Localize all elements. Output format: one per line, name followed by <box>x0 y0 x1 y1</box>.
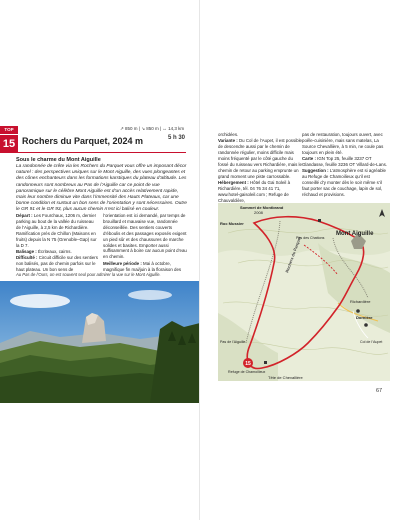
paragraph-label: Variante : <box>218 138 238 144</box>
paragraph-text: IGN Top 25, feuille 3237 OT Glandasse, feuille 3236 OT Villard-de-Lans. <box>302 156 388 168</box>
paragraph-label: Balisage : <box>16 248 37 254</box>
paragraph-label: Départ : <box>16 213 33 218</box>
paragraph <box>218 180 302 204</box>
map-label-mont-aiguille: Mont Aiguille <box>336 231 374 237</box>
right-column-a <box>218 132 302 204</box>
left-column-a <box>16 213 98 274</box>
map-label-pas-aiguille: Pas de l’Aiguille <box>220 340 246 344</box>
route-stats: ↗ 850 m | ↘ 850 m | ↔ 14,3 km <box>120 126 185 131</box>
mountain-photo <box>0 281 200 403</box>
paragraph-text: Écriteaux, cairns. <box>37 248 72 254</box>
section-subhead: Sous le charme du Mont Aiguille <box>16 157 101 163</box>
route-map <box>218 203 390 381</box>
paragraph <box>103 261 187 273</box>
paragraph-text: L’atmosphère est si agréable au Refuge de Chamoilieux qu’il est conseillé d’y monter dès le soir même s’il faut porter sac de couchage, lapin de sol, réchaud et provisions. <box>302 168 386 198</box>
map-start-number: 15 <box>245 361 251 367</box>
map-label-sommet: Sommet de Montbrand <box>240 205 284 210</box>
map-label-pas-chattons: Pas des Chattons <box>296 236 325 240</box>
route-number: 15 <box>0 135 18 153</box>
paragraph <box>302 132 388 156</box>
map-label-chevalliere: Tête de Chevallière <box>268 375 303 380</box>
paragraph-text: Circuit difficile sur des sentiers non balisés, pas de chemin parfois sur le haut plateau. Un bon sens de <box>16 255 98 273</box>
paragraph <box>16 213 98 248</box>
paragraph-text: Mai à octobre, magnifique fin mai/juin à la floraison des <box>103 260 182 272</box>
left-column-b <box>103 213 187 273</box>
map-label-richardiere: Richardière <box>350 299 371 304</box>
map-label-sommet-alt: 2008 <box>254 210 263 215</box>
paragraph <box>218 138 302 179</box>
map-label-rochers: Rochers du Parquet <box>284 235 302 274</box>
page-number: 67 <box>376 388 383 394</box>
paragraph-text: l’orientation est ici demandé, par temps de brouillard et mauvaise vue, randonnée déconseillée. Des sentiers couverts d’éboulis et des passages exposés exigent un pied sûr et des chaussures de marche solides et basites. Emporter aussi suffisamment à boire car aucun point d’eau en chemin. <box>103 213 187 260</box>
paragraph-text: pas de restauration, toujours ouvert, avec poêle-cuisinière, mais sans matelas, La Source Chevallière, à 5 min, ne coule pas toujours en plein été. <box>302 132 384 155</box>
paragraph <box>16 249 98 255</box>
intro-paragraph: La randonnée de crête via les Rochers du Parquet vous offre un imposant décor naturel : des perspectives uniques sur le Mont Aiguille, des vues plongeantes et des cônes enchanteurs dans les formations karstiques du plateau d’altitude. Les randonneurs sont nombreux au Pas de l’Aiguille car ce point de vue panoramique sur le célèbre Mont Aiguille est d’un accès relativement rapide, mais leur nombre diminue vite dans l’immensité des Hauts Plateaux, car une bonne condition et surtout un bon sens de l’orientation y sont nécessaires. Outre le GR 91 et le GR 93, plus aucun chemin n’est ici balisé en couleur. <box>16 164 187 213</box>
paragraph <box>16 255 98 273</box>
map-label-refuge: Refuge de Chamoilieux <box>228 370 266 374</box>
paragraph-label: Suggestion : <box>302 168 329 174</box>
paragraph-label: Meilleure période : <box>103 260 142 266</box>
paragraph-label: Carte : <box>302 156 316 162</box>
photo-caption: Au Pas de l’Ours, on est souvent seul pour admirer la vue sur le Mont Aiguille. <box>16 272 161 277</box>
right-page <box>200 0 400 520</box>
paragraph-text: Hôtel du Gai Soleil à Richardière, tél. 04 76 34 41 71, www.hotel-gaisoleil.com ; Refuge de Chauvaldière, <box>218 180 291 203</box>
route-duration: 5 h 30 <box>168 135 186 141</box>
paragraph <box>302 156 388 168</box>
map-label-roc: Roc Mussier <box>220 221 244 226</box>
paragraph-text: Du Col de l’Aupet, il est possible de descendre aussi par le chemin de randonnée régulier, moins difficile mais moins fréquenté par le côté gauche du fossé du ruisseau vers Richardière, mais le chemin de retour au parking emprunte un grand moment une piste carrossable. <box>218 138 302 179</box>
right-column-b <box>302 132 388 198</box>
paragraph-text: Les Fourchaux, 1206 m, dernier parking au bout de la vallée du ruisseau de l’Aiguille, à 2,5 km de Richardière. Ramification près de Chillon (Maisons en fruits) depuis la N 75 (Grenoble–Gap) sur la D 7. <box>16 213 97 248</box>
map-label-dorniere: Dornière <box>356 315 373 320</box>
paragraph <box>218 132 302 138</box>
map-label-col-aupet: Col de l’Aupet <box>360 340 383 344</box>
top-badge: TOP <box>0 126 18 134</box>
paragraph-label: Hébergement : <box>218 180 249 186</box>
title-rule <box>0 152 186 153</box>
route-title: Rochers du Parquet, 2024 m <box>22 136 144 146</box>
paragraph <box>103 213 187 260</box>
paragraph-label: Difficulté : <box>16 255 38 261</box>
paragraph <box>302 168 388 198</box>
paragraph-text: orchidées. <box>218 132 239 137</box>
